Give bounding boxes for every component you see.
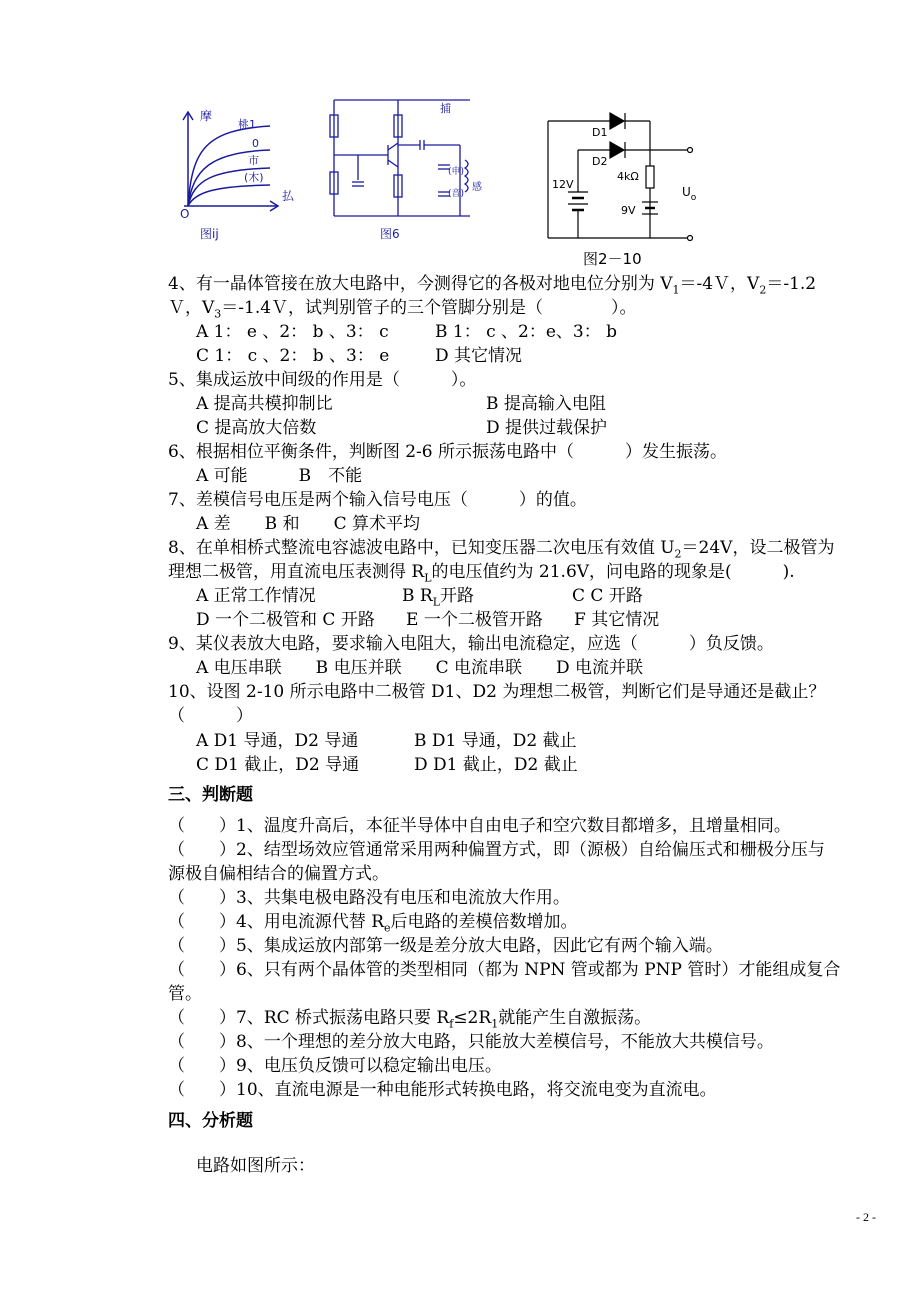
q8-option-c: C C 开路 xyxy=(572,586,643,606)
section3-title: 三、判断题 xyxy=(168,785,253,805)
judge-2-line1: （ ）2、结型场效应管通常采用两种偏置方式，即（源极）自给偏压式和栅极分压与 xyxy=(168,840,825,860)
fig-left-y-label: 摩 xyxy=(200,109,213,123)
page-number: - 2 - xyxy=(856,1210,876,1224)
figures-row xyxy=(0,0,920,270)
section4-title: 四、分析题 xyxy=(168,1111,253,1131)
fig-mid-label-3: 感 xyxy=(472,182,482,193)
q10-option-b: B D1 导通，D2 截止 xyxy=(414,731,577,751)
judge-5: （ ）5、集成运放内部第一级是差分放大电路，因此它有两个输入端。 xyxy=(168,936,723,956)
judge-2-line2: 源极自偏相结合的偏置方式。 xyxy=(168,864,389,884)
q7-options: A 差 B 和 C 算术平均 xyxy=(196,514,420,534)
q4-line1: 4、有一晶体管接在放大电路中，今测得它的各极对地电位分别为 $V_1=-4V$，$V_2=-1.2$ xyxy=(168,274,817,297)
q9-options: A 电压串联 B 电压并联 C 电流串联 D 电流并联 xyxy=(196,658,644,678)
fig-output-characteristics xyxy=(183,112,278,211)
judge-3: （ ）3、共集电极电路没有电压和电流放大作用。 xyxy=(168,888,570,908)
q10-line1: 10、设图 2-10 所示电路中二极管 D1、D2 为理想二极管，判断它们是导通还是截止？ xyxy=(168,682,826,702)
fig-right-12v: 12V xyxy=(552,178,574,191)
fig-right-d1: D1 xyxy=(592,126,608,139)
section4-line1: 电路如图所示： xyxy=(196,1156,315,1176)
q8-line1: 8、在单相桥式整流电容滤波电路中，已知变压器二次电压有效值 $U_2=24V$，设二极管为 xyxy=(168,538,835,561)
fig-mid-label-1: (申) xyxy=(448,167,465,177)
q4-option-a: A 1： e 、2： b 、3： c xyxy=(196,322,389,342)
q10-line2: （ ） xyxy=(168,706,253,726)
fig-right-resistor: 4kΩ xyxy=(617,170,639,183)
fig-mid-top-label: 捕 xyxy=(440,102,451,115)
q10-option-d: D D1 截止，D2 截止 xyxy=(414,755,578,775)
q5-option-c: C 提高放大倍数 xyxy=(196,418,317,438)
q8-option-a: A 正常工作情况 xyxy=(196,586,316,606)
judge-6-line2: 管。 xyxy=(168,984,202,1004)
q5-option-a: A 提高共模抑制比 xyxy=(196,394,333,414)
judge-1: （ ）1、温度升高后，本征半导体中自由电子和空穴数目都增多，且增量相同。 xyxy=(168,816,791,836)
fig-right-caption: 图2－10 xyxy=(583,250,642,268)
judge-10: （ ）10、直流电源是一种电能形式转换电路，将交流电变为直流电。 xyxy=(168,1080,717,1100)
fig-left-curve-label-4: (木) xyxy=(244,171,264,184)
q4-line2: Ｖ，$V_3=-1.4V$，试判别管子的三个管脚分别是（ ）。 xyxy=(168,298,637,321)
q4-option-d: D 其它情况 xyxy=(435,346,523,366)
fig-mid-caption: 图6 xyxy=(380,227,400,241)
q8-option-d: D 一个二极管和 C 开路 xyxy=(196,610,375,630)
q9-stem: 9、某仪表放大电路，要求输入电阻大，输出电流稳定，应选（ ）负反馈。 xyxy=(168,634,774,654)
fig-right-d2: D2 xyxy=(592,155,608,168)
q5-option-b: B 提高输入电阻 xyxy=(486,394,606,414)
q4-option-b: B 1： c 、2：e、3： b xyxy=(435,322,618,342)
judge-7: （ ）7、RC 桥式振荡电路只要 $R_f\le 2R_1$就能产生自激振荡。 xyxy=(168,1008,652,1031)
q7-stem: 7、差模信号电压是两个输入信号电压（ ）的值。 xyxy=(168,490,587,510)
q4-option-c: C 1： c 、2： b 、3： e xyxy=(196,346,390,366)
fig-right-9v: 9V xyxy=(621,204,636,217)
fig-left-curve-label-3: 市 xyxy=(248,154,259,167)
q6-stem: 6、根据相位平衡条件，判断图 2-6 所示振荡电路中（ ）发生振荡。 xyxy=(168,442,727,462)
q10-option-c: C D1 截止，D2 导通 xyxy=(196,755,360,775)
judge-9: （ ）9、电压负反馈可以稳定输出电压。 xyxy=(168,1056,502,1076)
judge-4: （ ）4、用电流源代替 $R_e$后电路的差模倍数增加。 xyxy=(168,912,578,935)
q5-stem: 5、集成运放中间级的作用是（ ）。 xyxy=(168,370,477,390)
fig-mid-label-2: (音) xyxy=(448,189,465,199)
fig-left-curve-label-1: 桃1 xyxy=(238,118,256,131)
fig-left-curve-label-2: 0 xyxy=(252,137,259,150)
fig-left-caption: 图ij xyxy=(200,227,219,241)
q6-options: A 可能 B 不能 xyxy=(196,466,363,486)
fig-right-uo: $U_o$ xyxy=(682,185,697,203)
judge-8: （ ）8、一个理想的差分放大电路，只能放大差模信号，不能放大共模信号。 xyxy=(168,1032,774,1052)
q8-option-b: B $R_L$开路 xyxy=(402,586,475,609)
fig-left-origin: O xyxy=(180,207,190,221)
q8-option-f: F 其它情况 xyxy=(574,610,660,630)
fig-left-x-label: 払 xyxy=(282,189,295,203)
q8-option-e: E 一个二极管开路 xyxy=(406,610,543,630)
q5-option-d: D 提供过载保护 xyxy=(486,418,608,438)
judge-6-line1: （ ）6、只有两个晶体管的类型相同（都为 NPN 管或都为 PNP 管时）才能组成复合 xyxy=(168,960,841,980)
q10-option-a: A D1 导通，D2 导通 xyxy=(196,731,359,751)
q8-line2: 理想二极管，用直流电压表测得 $R_L$的电压值约为 21.6V，问电路的现象是( ). xyxy=(168,562,795,585)
